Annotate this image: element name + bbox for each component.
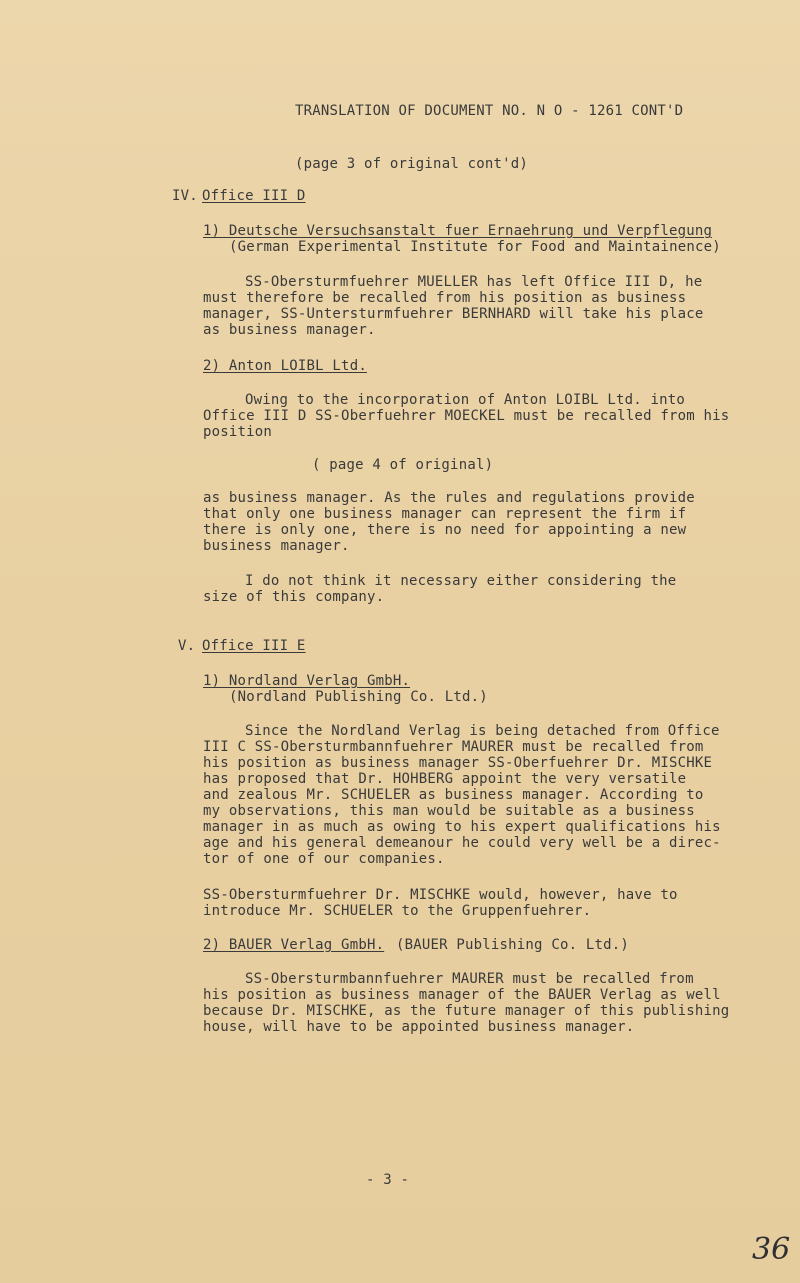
handwritten-page-number: 36 [752, 1232, 791, 1267]
section-iv-item2-p2-line: size of this company. [203, 589, 385, 605]
section-iv-item1-translation: (German Experimental Institute for Food and Maintainence) [229, 239, 721, 255]
section-v-item1-p2-line: introduce Mr. SCHUELER to the Gruppenfuehrer. [203, 903, 592, 919]
section-v-item2-line: his position as business manager of the BAUER Verlag as well [203, 987, 721, 1003]
section-iv-item2-cont-line: there is only one, there is no need for appointing a new [203, 522, 687, 538]
section-v-item1-line: manager in as much as owing to his expert qualifications his [203, 819, 721, 835]
section-v-item2-line: because Dr. MISCHKE, as the future manager of this publishing [203, 1003, 730, 1019]
section-iv-item1-line: SS-Obersturmfuehrer MUELLER has left Office III D, he [245, 274, 703, 290]
section-v-item1-line: tor of one of our companies. [203, 851, 445, 867]
section-iv-item1-title: 1) Deutsche Versuchsanstalt fuer Ernaehrung und Verpflegung [203, 223, 713, 239]
section-iv-item2-line: Owing to the incorporation of Anton LOIBL Ltd. into [245, 392, 686, 408]
section-v-item1-translation: (Nordland Publishing Co. Ltd.) [229, 689, 488, 705]
section-v-item1-p2-line: SS-Obersturmfuehrer Dr. MISCHKE would, however, have to [203, 887, 678, 903]
page-reference: (page 3 of original cont'd) [295, 156, 528, 172]
section-iv-item1-line: as business manager. [203, 322, 376, 338]
document-title: TRANSLATION OF DOCUMENT NO. N O - 1261 CONT'D [295, 103, 684, 119]
section-iv-item1-line: must therefore be recalled from his position as business [203, 290, 687, 306]
page-marker: ( page 4 of original) [312, 457, 494, 473]
section-iv-item1-line: manager, SS-Untersturmfuehrer BERNHARD will take his place [203, 306, 704, 322]
section-v-item1-line: has proposed that Dr. HOHBERG appoint the very versatile [203, 771, 687, 787]
section-iv-item2-cont-line: business manager. [203, 538, 350, 554]
section-v-item1-line: his position as business manager SS-Oberfuehrer Dr. MISCHKE [203, 755, 713, 771]
section-iv-number: IV. [172, 188, 198, 204]
section-v-item2-title: 2) BAUER Verlag GmbH. [203, 937, 385, 953]
section-iv-item2-cont-line: as business manager. As the rules and regulations provide [203, 490, 695, 506]
section-v-item2-line: house, will have to be appointed business manager. [203, 1019, 635, 1035]
section-v-item1-line: and zealous Mr. SCHUELER as business manager. According to [203, 787, 704, 803]
section-v-item1-line: III C SS-Obersturmbannfuehrer MAURER must be recalled from [203, 739, 704, 755]
section-v-number: V. [178, 638, 196, 654]
section-v-item2-line: SS-Obersturmbannfuehrer MAURER must be recalled from [245, 971, 694, 987]
section-v-item1-line: Since the Nordland Verlag is being detached from Office [245, 723, 720, 739]
section-iv-item2-line: position [203, 424, 273, 440]
section-v-item1-line: age and his general demeanour he could very well be a direc- [203, 835, 721, 851]
section-iv-heading: Office III D [202, 188, 306, 204]
page-number: - 3 - [366, 1172, 410, 1188]
section-iv-item2-line: Office III D SS-Oberfuehrer MOECKEL must be recalled from his [203, 408, 730, 424]
section-iv-item2-p2-line: I do not think it necessary either considering the [245, 573, 677, 589]
section-v-heading: Office III E [202, 638, 306, 654]
section-iv-item2-title: 2) Anton LOIBL Ltd. [203, 358, 367, 374]
section-iv-item2-cont-line: that only one business manager can represent the firm if [203, 506, 687, 522]
section-v-item2-translation: (BAUER Publishing Co. Ltd.) [396, 937, 629, 953]
section-v-item1-line: my observations, this man would be suitable as a business [203, 803, 695, 819]
section-v-item1-title: 1) Nordland Verlag GmbH. [203, 673, 411, 689]
